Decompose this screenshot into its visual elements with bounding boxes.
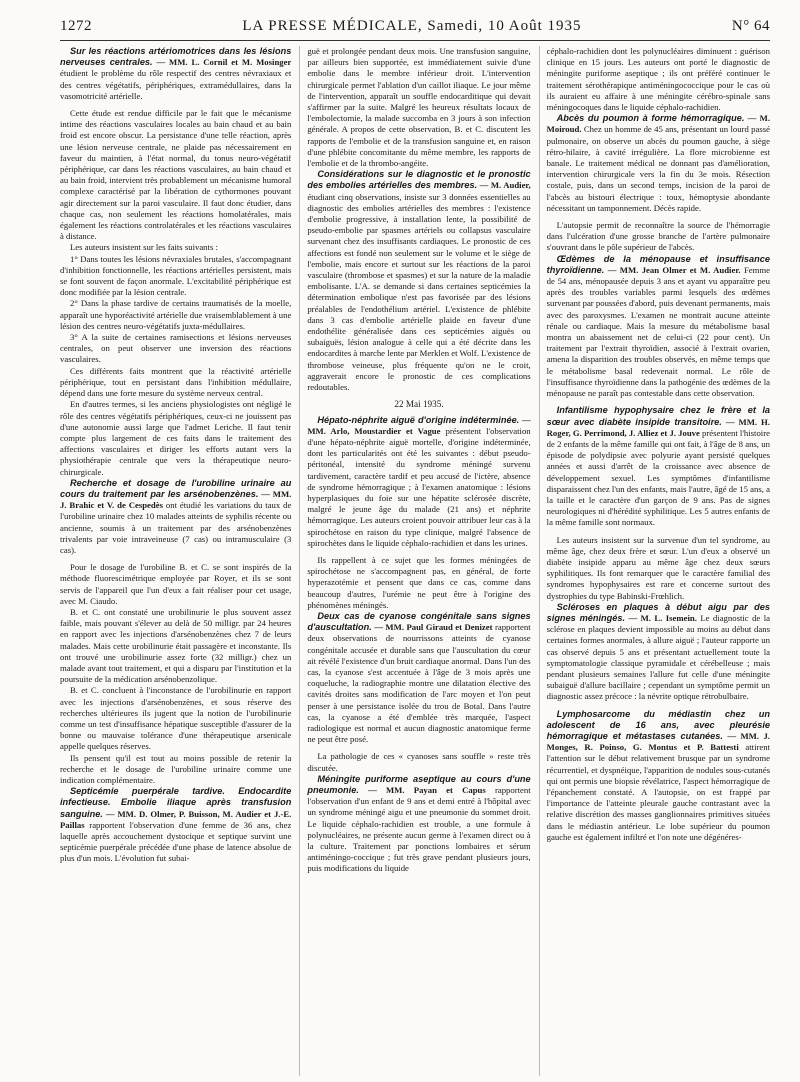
article-abstract	[60, 478, 291, 556]
article-text: étudiant cinq observations, insiste sur 3 données essentielles au diagnostic des embolies artérielles des membres : l'existence d'embolie progressive, à installation lente, la possibilité de pseudo-embolie par spasmes artériels ou collapsus vasculaire survenant chez des insuffisants cardiaques. Le pronostic de ces affections est fondé non seulement sur le volume et le siège de l'embolie, mais encore et surtout sur les réactions de la paroi vasculaire (thrombose et spasmes) et sur la nature de la maladie embolisante. L'A. se demande si dans certaines septicémies la détermination embolique n'est pas favorisée par des lésions préalables de l'endothélium artériel. L'existence de phlébite dans 3 cas d'embolie artérielle plaide en faveur d'une endothélite généralisée dans ces septicémies aiguës ou subaiguës, lésion analogue à celle qui a été décrite dans les endocardites à marche lente par Merklen et Wolf. L'existence de thrombose veineuse, plus fréquente qu'on ne le croit, aggraverait encore le pronostic de ces complications redoutables.	[307, 191, 531, 393]
article-authors: — M. Moiroud.	[546, 113, 770, 135]
column-right	[539, 46, 770, 1076]
article-authors: — MM. J. Monges, R. Poinso, G. Montus et P. Battesti	[546, 730, 770, 753]
journal-running-title: LA PRESSE MÉDICALE, Samedi, 10 Août 1935	[242, 18, 582, 34]
paragraph: B. et C. ont constaté une urobilinurie le plus souvent assez faible, mais pouvant s'élever au delà de 50 milligr. par 24 heures en rapport avec les injections d'arsénobenzènes chez 7 de leurs malades. Mais cette urobilinurie était passagère et inconstante. Ils ont trouvé une urobilinurie assez forte (32 milligr.) chez un malade avant tout traitement, et qui a disparu par l'institution et la poursuite de la médication arsénobenzolique.	[60, 606, 292, 685]
session-date: 22 Mai 1935.	[394, 399, 444, 410]
column-left	[60, 46, 291, 1076]
paragraph: Les auteurs insistent sur la survenue d'un tel syndrome, au même âge, chez deux frère et sœur. L'un d'eux a observé un diabète insipide apparu au même âge chez deux sœurs syphilitiques. Ils font remarquer que le caractère familial des syndromes hypophysaires est rare et concerne surtout des dystrophies du type Babinski-Frœhlich.	[546, 534, 770, 601]
paragraph: céphalo-rachidien dont les polynucléaires diminuent : guérison clinique en 15 jours. Les auteurs ont porté le diagnostic de méningite puriforme aseptique ; ils ont préféré continuer le traitement sérothérapique antiméningococcique pour le cas où ils auraient eu affaire à une méningite cérébro-spinale sans méningocoques dans le liquide céphalo-rachidien.	[546, 46, 770, 113]
paragraph: Cette étude est rendue difficile par le fait que le mécanisme intime des réactions vasculaires locales au bain chaud et au bain froid est encore obscur. La persistance d'une telle réaction, après une lésion nerveuse centrale, ne plaide pas nécessairement en faveur du maintien, à l'état normal, du tonus neuro-végétatif périphérique, car dans les réactions vasculaires, au bain chaud et au bain froid, intervient très probablement un mécanisme humoral complexe caractérisé par la libération de cythormones pouvant agir directement sur la paroi vasculaire. Il faut donc étudier, dans chaque cas, non seulement les réactions homolatérales, mais également les réactions controlatérales et les réactions vasculaires à distance.	[60, 108, 292, 242]
paragraph: L'autopsie permit de reconnaître la source de l'hémorragie dans l'ulcération d'une grosse branche de l'artère pulmonaire s'ouvrant dans le pôle supérieur de l'abcès.	[546, 220, 770, 253]
article-abstract	[547, 709, 770, 843]
paragraph: La pathologie de ces « cyanoses sans souffle » reste très discutée.	[307, 751, 531, 773]
article-abstract	[307, 611, 530, 745]
article-text: rapportent l'observation d'un enfant de 9 ans et demi entré à l'hôpital avec un syndrome méningé aigu et une pneumonie du sommet droit. Le liquide céphalo-rachidien est trouble, a une formule à polynucléaires, ne présente aucun germe à l'examen direct ou à la culture. Traitement par ponctions lombaires et sérum antiméningo-coccique ; fut très grave pendant plusieurs jours, puis modifications du liquide	[307, 785, 531, 874]
article-authors: — MM. L. Cornil et M. Mosinger	[156, 57, 292, 68]
paragraph: Les auteurs insistent sur les faits suivants :	[70, 242, 218, 253]
article-title: Considérations sur le diagnostic et le pronostic des embolies artérielles des membres.	[307, 169, 531, 191]
article-title: Hépato-néphrite aiguë d'origine indéterminée.	[317, 414, 520, 425]
article-abstract	[547, 602, 770, 703]
article-text: rapportent l'observation d'une femme de 36 ans, chez laquelle après accouchement dystocique et septique survint une septicémie puerpérale précédée d'une phase de latence absolue de plus d'un mois. L'évolution fut subai-	[60, 819, 292, 864]
paragraph: Pour le dosage de l'urobiline B. et C. se sont inspirés de la méthode fluorescimétrique employée par Royer, et ils se sont servis de l'appareil que l'un d'eux a fait réaliser pour cet usage, avec M. Ciaudo.	[60, 562, 292, 606]
article-text: présentent l'observation d'une hépato-néphrite aiguë mortelle, d'origine indéterminée, dont les particularités ont été les suivantes : début pseudo-péritonéal, intensité du syndrome méningé survenu tardivement, caractère tardif et peu accusé de l'ictère, absence de syndrome hémorragique ; à l'examen anatomique : lésions hyperplasiques du foie sur une hépatite sclérosée discrète, malgré le jeune âge du malade (21 ans) et néphrite hémorragique. Les auteurs croient pouvoir attribuer leur cas à la spirochétose en raison du type clinique, malgré l'absence de spirochètes dans le liquide céphalo-rachidien et dans les urines.	[307, 425, 531, 548]
article-title: Recherche et dosage de l'urobiline urinaire au cours du traitement par les arsénobenzènes.	[60, 477, 292, 499]
article-authors: — M. L. Isemein.	[628, 612, 697, 623]
article-title: Septicémie puerpérale tardive. Endocardite infectieuse. Embolie iliaque après transfusion sanguine.	[60, 786, 292, 819]
article-text: rapportent deux observations de nourrissons atteints de cyanose congénitale accusée et durable sans que l'auscultation du cœur ait révélé l'existence d'un bruit cardiaque anormal. Dans l'un des cas, la cyanose s'est accentuée à l'âge de 3 mois après une coqueluche, la radiographie montre une dilatation élective des cavités droites sans modification de l'arc moyen et l'on peut penser à une persistance isolée du trou de Botal. Dans l'autre cas, la cyanose a été d'emblée très marquée, l'aspect radiologique est normal et aucun diagnostic anatomique ferme ne peut être posé.	[307, 622, 531, 745]
article-text: Chez un homme de 45 ans, présentant un lourd passé pulmonaire, on observe un abcès du poumon gauche, à siège rétro-hilaire, à cavité irrégulière. La flore microbienne est banale. Le traitement médical ne donnant pas d'amélioration, intervention chirurgicale vers la fin du 3e mois. Résection costale, puis, dans un second temps, incision de la paroi de l'abcès au bistouri électrique : toux, hémoptysie abondante nécessitant un tamponnement. Décès rapide.	[546, 124, 770, 213]
article-title: Scléroses en plaques à début aigu par des signes méningés.	[546, 601, 770, 623]
article-title: Abcès du poumon à forme hémorragique.	[556, 113, 745, 124]
article-authors: — M. Audier,	[479, 180, 531, 191]
article-authors: — MM. D. Olmer, P. Buisson, M. Audier et J.-E. Paillas	[60, 808, 292, 830]
article-authors: — MM. Arlo, Moustardier et Vague	[307, 414, 531, 436]
article-authors: — MM. Payan et Capus	[368, 785, 486, 795]
article-text: ont étudié les variations du taux de l'urobiline urinaire chez 10 malades atteints de syphilis récente ou ancienne, soumis à un traitement par des arsénobenzènes trivalents par voie intraveineuse (7 cas) ou intramusculaire (3 cas).	[60, 500, 292, 555]
article-abstract	[547, 113, 770, 214]
article-authors: — MM. Jean Olmer et M. Audier.	[607, 264, 741, 275]
article-title: Deux cas de cyanose congénitale sans signes d'auscultation.	[307, 610, 531, 633]
column-middle	[299, 46, 530, 1076]
paragraph: Ils rappellent à ce sujet que les formes méningées de spirochétose ne s'accompagnent pas, en général, de forte hyperazotémie et pensent que dans ce cas, comme dans beaucoup d'autres, l'urémie ne peut être à l'origine des phénomènes méningés.	[307, 554, 531, 610]
paragraph: 2° Dans la phase tardive de certains traumatisés de la moelle, apparaît une hyporéactivité artérielle due vraisemblablement à une lésion des centres neuro-végétatifs juxta-médullaires.	[60, 298, 292, 331]
article-title: Lymphosarcome du médiastin chez un adolescent de 16 ans, avec pleurésie hémorragique et métastases cutanées.	[546, 708, 770, 741]
article-text: Femme de 54 ans, ménopausée depuis 3 ans et ayant vu apparaître peu après des troubles variables parmi lesquels des œdèmes survenant par poussées d'abord, puis devenant permanents, mais avec des paroxysmes. L'examen ne montrait aucune atteinte rénale ou cardiaque. Mais la mesure du métabolisme basal montra un abaissement net de celui-ci (22 pour cent). Un traitement par l'extrait thyroïdien, associé à l'extrait ovarien, amena la disparition des troubles observés, en même temps que le métabolisme basal redevenait normal. Le rôle de l'insuffisance thyroïdienne dans la pathogénie des œdèmes de la ménopause ne paraît pas contestable dans cette observation.	[546, 264, 770, 399]
article-title: Infantilisme hypophysaire chez le frère et la sœur avec diabète insipide transitoire.	[546, 405, 770, 427]
article-title: Œdèmes de la ménopause et insuffisance thyroïdienne.	[546, 253, 770, 275]
article-abstract	[307, 774, 530, 875]
article-title: Sur les réactions artériomotrices dans les lésions nerveuses centrales.	[60, 46, 292, 68]
article-abstract	[60, 786, 291, 864]
paragraph: guë et prolongée pendant deux mois. Une transfusion sanguine, par ailleurs bien supportée, est immédiatement suivie d'une embolie dans le membre inférieur droit. L'intervention chirurgicale permet l'ablation d'un caillot iliaque. Le jour même de l'intervention, apparaît un souffle endocarditique qui devait s'affirmer par la suite. Malgré les heureux résultats locaux de l'embolectomie, la malade succomba en 3 jours à son infection générale. A propos de cette observation, B. et C. discutent les rapports de l'embolie et de la transfusion sanguine et, en raison d'une phlébite concomitante du même membre, les rapports de l'embolie et de la thrombo-angéite.	[307, 46, 531, 169]
article-abstract	[307, 169, 530, 393]
article-text: attirent l'attention sur le début relativement brusque par un syndrome récurrentiel, et dyspnéique, l'apparition de nodules sous-cutanés qui ont permis une biopsie révélatrice, l'aspect hémorragique de l'épanchement constaté. A l'autopsie, on est frappé par l'importance de l'atteinte pleurale gauche contrastant avec la relative discrétion des masses ganglionnaires primitives situées dans le médiastin antérieur. Le lobe supérieur du poumon gauche est également infiltré et l'on note une dégénéres-	[546, 742, 770, 842]
article-text: présentent l'histoire de 2 enfants de la même famille qui ont fait, à l'âge de 8 ans, un épisode de polydipsie avec polyurie ayant persisté quelques années et aussi d'arrêt de la croissance avec absence de développement sexuel. Les symptômes d'infantilisme disparaissent chez l'un des enfants, mais l'autre, âgé de 15 ans, a la taille et le caractère d'un garçon de 9 ans. Pas de signes neurologiques ni d'hérédité syphilitique. Les 5 autres enfants de la même famille sont normaux.	[546, 427, 770, 528]
page-header	[60, 18, 770, 41]
article-authors: — MM. J. Brahic et V. de Cespedès	[60, 488, 292, 511]
paragraph: 3° A la suite de certaines ramisections et lésions nerveuses centrales, on peut observer une inversion des réactions vasculaires.	[60, 332, 292, 365]
article-authors: — MM. H. Roger, G. Perrimond, J. Alliez et J. Jouve	[546, 416, 770, 438]
article-abstract	[307, 415, 530, 549]
issue-number: N° 64	[731, 18, 770, 34]
article-authors: — MM. Paul Giraud et Denizet	[374, 622, 493, 633]
paragraph: 1° Dans toutes les lésions névraxiales brutales, s'accompagnant d'inhibition fonctionnelle, les réactions artérielles persistent, mais se font souvent de façon anormale. L'excitabilité périphérique est donc modifiée par la lésion centrale.	[60, 253, 292, 298]
article-title: Méningite puriforme aseptique au cours d'une pneumonie.	[307, 773, 531, 795]
article-abstract	[60, 46, 291, 102]
paragraph: Ils pensent qu'il est tout au moins possible de retenir la recherche et le dosage de l'urobiline urinaire comme une indication complémentaire.	[60, 752, 292, 785]
article-text: étudient le problème du rôle respectif des centres névraxiaux et des centres végétatifs, périphériques, extramédullaires, dans la vasomotricité artérielle.	[60, 68, 292, 101]
article-abstract	[547, 405, 770, 528]
paragraph: Ces différents faits montrent que la réactivité artérielle périphérique, tout en persistant dans l'inhibition médullaire, dépend dans une forte mesure du système nerveux central.	[60, 365, 292, 399]
article-text: Le diagnostic de la sclérose en plaques devient impossible au moins au début dans certaines formes anormales, à allure aiguë ; l'auteur rapporte un cas observé depuis 5 ans et présentant actuellement toute la symptomatologie classique pyramidale et cérébelleuse ; mais pendant plusieurs semaines l'allure fut celle d'une méningite subaiguë d'allure bacillaire ; cependant un symptôme permit un diagnostic assez précoce : la névrite optique rétrobulbaire.	[546, 612, 770, 702]
paragraph: En d'autres termes, si les anciens physiologistes ont négligé le rôle des centres végétatifs périphériques, ceux-ci ne jouissent pas d'une autonomie aussi large que l'admet Leriche. Il faut tenir compte plus largement de ces faits dans le traitement des affections vasculaires et diriger les efforts autant vers la physiothérapie centrale que vers la thérapeutique neuro-chirurgicale.	[60, 399, 292, 477]
article-abstract	[547, 254, 770, 400]
text-columns	[60, 46, 770, 1076]
page-number: 1272	[60, 18, 92, 34]
paragraph: B. et C. concluent à l'inconstance de l'urobilinurie en rapport avec les injections d'arsénobenzènes, et sous réserve des recherches ultérieures ils jugent que la notion de l'urobilinurie comme un test d'insuffisance hépatique susceptible d'assurer de la bonne ou mauvaise tolérance d'une thérapeutique arsenicale appelle quelques réserves.	[60, 685, 292, 752]
